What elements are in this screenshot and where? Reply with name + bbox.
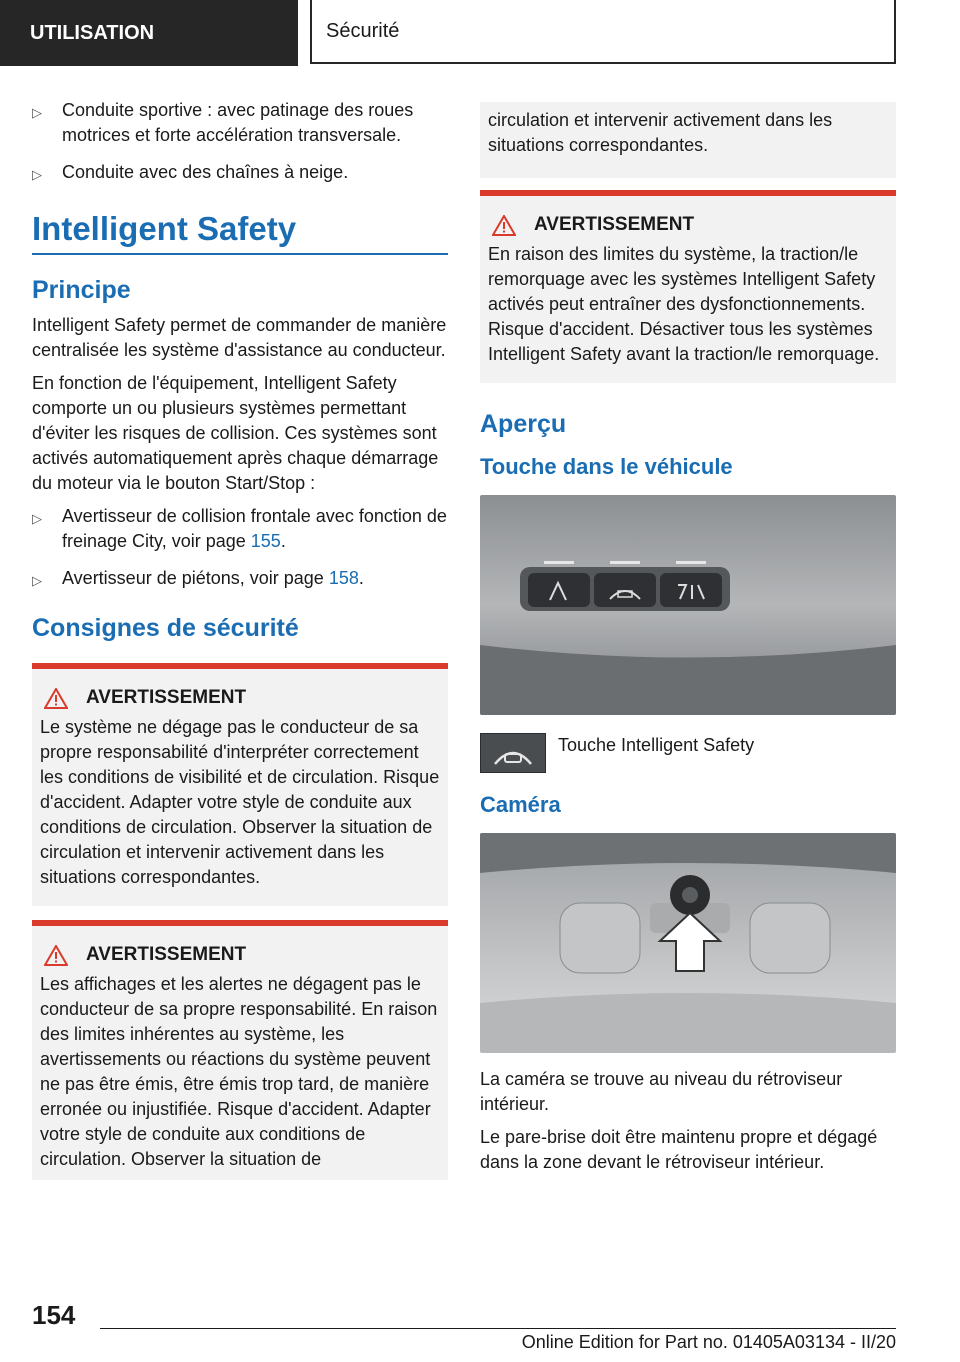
warning-triangle-icon [492,215,516,236]
triangle-bullet-icon: ▷ [32,105,42,120]
key-legend [480,733,896,773]
subsection-heading-touche: Touche dans le véhicule [480,454,733,479]
triangle-bullet-icon: ▷ [32,511,42,526]
list-item: ▷ Conduite sportive : avec patinage des roues motrices et forte accélération transversale. [32,98,448,148]
warning-text: Les affichages et les alertes ne dégagent pas le conducteur de sa propre responsabilité. En raison des limites inhérentes au système, les avertissements ou réactions du système peuvent ne pas être émis, être émis trop tard, de manière erronée ou injustifiée. Risque d'accident. Adapter votre style de conduite aux conditions de circulation. Observer la situation de [40,974,438,1169]
footer-edition: Online Edition for Part no. 01405A03134 - II/20 [521,1332,896,1352]
page-link-155[interactable]: 155 [250,531,281,551]
list-item: ▷ Avertisseur de collision frontale avec fonction de freinage City, voir page 155. [32,504,448,554]
warning-triangle-icon [44,945,68,966]
warning-label: AVERTISSEMENT [534,214,695,235]
warning-text: Le système ne dégage pas le conducteur de sa propre responsabilité d'interpréter correctement les conditions de visibilité et de circulation. Risque d'accident. Adapter votre style de conduite aux conditions de circulation. Observer la situation de circulation et intervenir activement dans les situations correspondantes. [40,717,440,887]
section-heading-principe: Principe [32,276,131,304]
section-heading-apercu: Aperçu [480,410,567,438]
warning-box [32,663,448,906]
warning-box [32,920,448,1180]
header-topic-tab: Sécurité [310,0,896,64]
warning-text: circulation et intervenir activement dans les situations correspondantes. [488,110,833,155]
footer-rule [100,1328,896,1329]
paragraph: La caméra se trouve au niveau du rétroviseur intérieur. [480,1069,843,1114]
warning-box-continued [480,102,896,178]
page-link-158[interactable]: 158 [328,568,359,588]
list-item: ▷ Avertisseur de piétons, voir page 158. [32,566,448,593]
triangle-bullet-icon: ▷ [32,573,42,588]
warning-box [480,190,896,383]
section-heading-consignes: Consignes de sécurité [32,614,299,642]
warning-label: AVERTISSEMENT [86,944,247,965]
page-number: 154 [32,1300,76,1330]
paragraph: Intelligent Safety permet de commander de manière centralisée les système d'assistance au conducteur. [32,315,447,360]
warning-label: AVERTISSEMENT [86,687,247,708]
camera-location-photo [480,833,896,1053]
warning-triangle-icon [44,688,68,709]
right-column [480,102,896,1183]
triangle-bullet-icon: ▷ [32,167,42,182]
vehicle-buttons-photo [480,495,896,715]
paragraph: Le pare-brise doit être maintenu propre et dégagé dans la zone devant le rétroviseur intérieur. [480,1127,878,1172]
subsection-heading-camera: Caméra [480,792,561,817]
warning-text: En raison des limites du système, la traction/le remorquage avec les systèmes Intelligent Safety activés peut entraîner des dysfonctionnements. Risque d'accident. Désactiver tous les systèmes Intelligent Safety avant la traction/le remorquage. [488,244,880,364]
left-column [32,98,448,1194]
list-item: ▷ Conduite avec des chaînes à neige. [32,160,448,187]
key-legend-label: Touche Intelligent Safety [558,735,755,755]
page-header [0,0,960,66]
paragraph: En fonction de l'équipement, Intelligent Safety comporte un ou plusieurs systèmes permettant d'éviter les risques de collision. Ces systèmes sont activés automatiquement après chaque démarrage du moteur via le bouton Start/Stop : [32,373,439,493]
header-section-tab: UTILISATION [0,0,298,66]
intelligent-safety-button-icon [480,733,546,773]
chapter-title: Intelligent Safety [32,209,448,255]
